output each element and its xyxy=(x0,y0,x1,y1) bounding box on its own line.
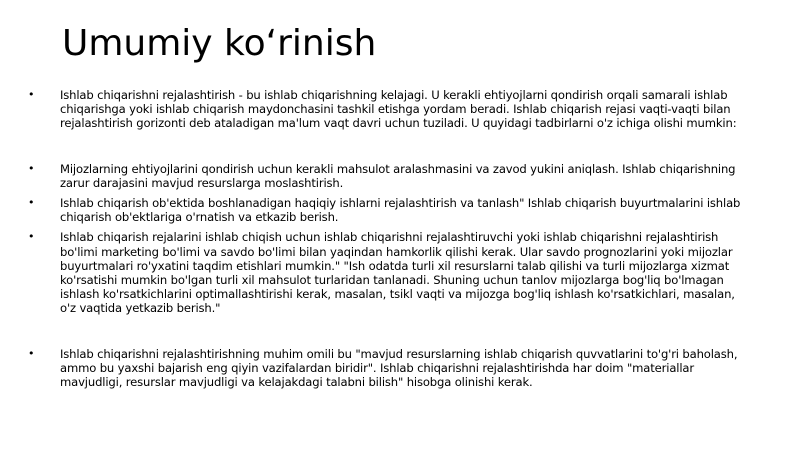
bullet-text: Mijozlarning ehtiyojlarini qondirish uchun kerakli mahsulot aralashmasini va zavod yukini aniqlash. Ishlab chiqarishning zarur darajasini mavjud resurslarga moslashtirish. xyxy=(60,161,736,190)
bullet-text: Ishlab chiqarishni rejalashtirishning muhim omili bu "mavjud resurslarning ishlab chiqarish quvvatlarini to'g'ri baholash, ammo bu yaxshi bajarish eng qiyin vazifalardan biridir". Ishlab chiqarishni rejalashtirishda har doim "materiallar mavjudligi, resurslar mavjudligi va kelajakdagi talabni bilish" hisobga olinishi kerak. xyxy=(60,346,738,390)
slide-title: Umumiy ko‘rinish xyxy=(62,23,377,64)
bullet-marker: • xyxy=(28,88,35,101)
bullet-text: Ishlab chiqarish ob'ektida boshlanadigan haqiqiy ishlarni rejalashtirish va tanlash" Ishlab chiqarish buyurtmalarini ishlab chiqarish ob'ektlariga o'rnatish va etkazib berish. xyxy=(60,196,741,225)
bullet-marker: • xyxy=(28,196,35,210)
bullet-item xyxy=(28,196,750,224)
bullet-item xyxy=(28,230,750,315)
bullet-text: Ishlab chiqarishni rejalashtirish - bu ishlab chiqarishning kelajagi. U kerakli ehtiyojlarni qondirish orqali samarali ishlab chiqarishga yoki ishlab chiqarish maydonchasini tashkil etishga yordam beradi. Ishlab chiqarish rejasi vaqti-vaqti bilan rejalashtirish gorizonti deb ataladigan ma'lum vaqt davri uchun tuziladi. U quyidagi tadbirlarni o'z ichiga olishi mumkin: xyxy=(60,88,737,131)
bullet-marker: • xyxy=(28,161,35,175)
bullet-item xyxy=(28,162,750,190)
bullet-text: Ishlab chiqarish rejalarini ishlab chiqish uchun ishlab chiqarishni rejalashtiruvchi yoki ishlab chiqarishni rejalashtirish bo'limi marketing bo'limi va savdo bo'limi bilan yaqindan hamkorlik qilishi kerak. Ular savdo prognozlarini yoki mijozlar buyurtmalari ro'yxatini taqdim etishlari mumkin." "Ish odatda turli xil resurslarni talab qilishi va turli mijozlarga xizmat ko'rsatishi mumkin bo'lgan turli xil mahsulot turlaridan tanlanadi. Shuning uchun tanlov mijozlarga bog'liq bo'lmagan ishlash ko'rsatkichlarini optimallashtirishi kerak, masalan, tsikl vaqti va mijozga bog'liq ishlash ko'rsatkichlari, masalan, o'z vaqtida yetkazib berish." xyxy=(60,230,735,316)
bullet-item xyxy=(28,88,750,131)
bullet-list xyxy=(28,88,750,389)
bullet-marker: • xyxy=(28,230,35,244)
bullet-item xyxy=(28,347,750,390)
bullet-marker: • xyxy=(28,346,35,360)
